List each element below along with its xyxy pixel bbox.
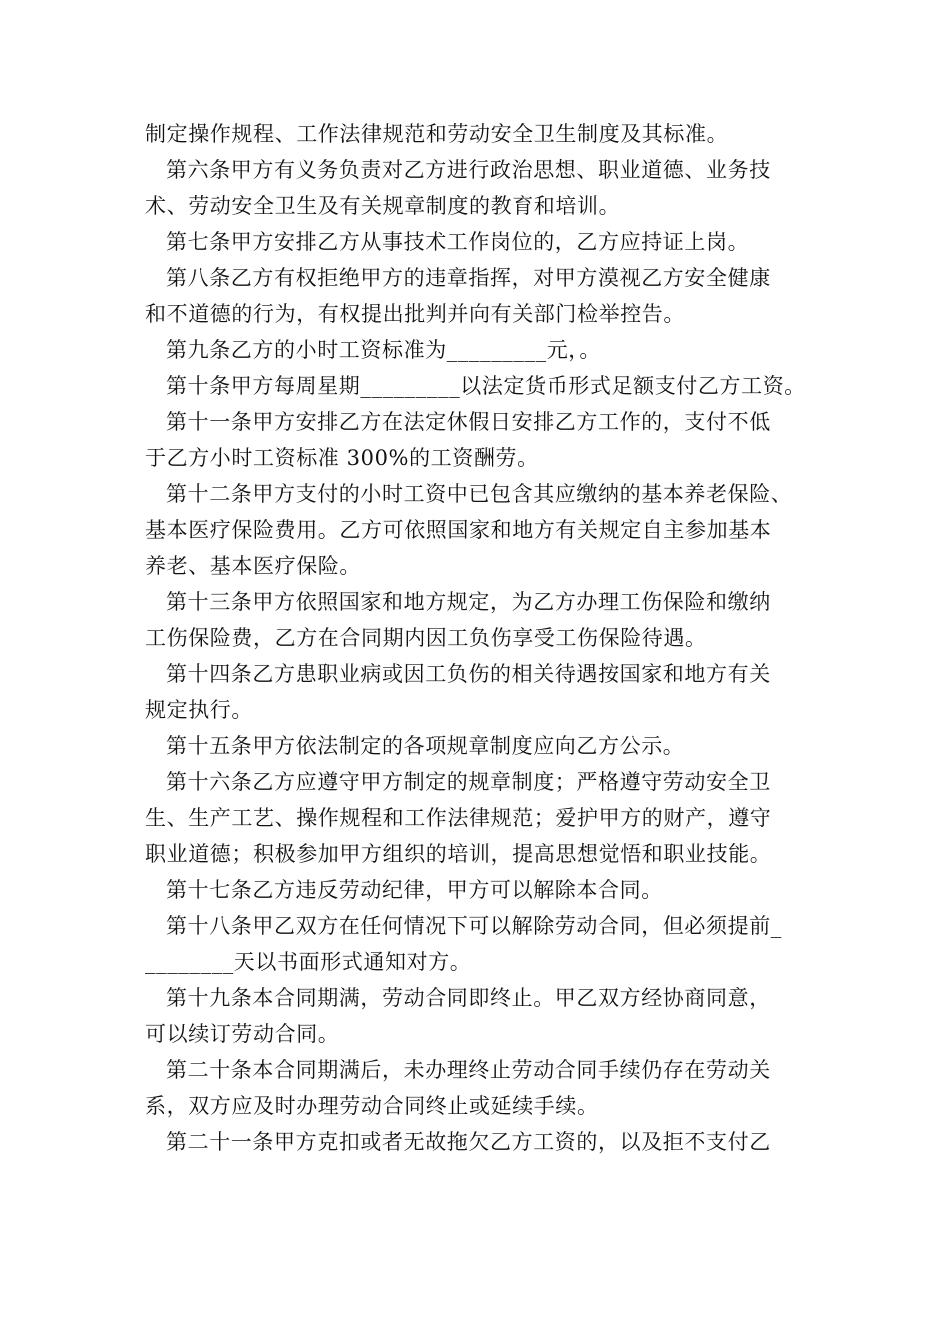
text-line-article-19: 第十九条本合同期满，劳动合同即终止。甲乙双方经协商同意， (166, 986, 771, 1010)
text-line: 术、劳动安全卫生及有关规章制度的教育和培训。 (145, 194, 621, 218)
text-line: ________天以书面形式通知对方。 (145, 950, 472, 974)
text-line: 基本医疗保险费用。乙方可依照国家和地方有关规定自主参加基本 (145, 518, 772, 542)
text-line-article-14: 第十四条乙方患职业病或因工负伤的相关待遇按国家和地方有关 (166, 662, 771, 686)
text-line: 和不道德的行为，有权提出批判并向有关部门检举控告。 (145, 302, 685, 326)
text-line: 可以续订劳动合同。 (145, 1022, 340, 1046)
text-line: 系，双方应及时办理劳动合同终止或延续手续。 (145, 1094, 599, 1118)
text-line-article-17: 第十七条乙方违反劳动纪律，甲方可以解除本合同。 (166, 878, 663, 902)
text-line-article-15: 第十五条甲方依法制定的各项规章制度应向乙方公示。 (166, 734, 685, 758)
text-line-article-18: 第十八条甲乙双方在任何情况下可以解除劳动合同，但必须提前_ (166, 914, 782, 938)
text-line: 生、生产工艺、操作规程和工作法律规范；爱护甲方的财产，遵守 (145, 806, 772, 830)
text-line-article-10: 第十条甲方每周星期_________以法定货币形式足额支付乙方工资。 (166, 374, 806, 398)
text-line-article-6: 第六条甲方有义务负责对乙方进行政治思想、职业道德、业务技 (166, 158, 771, 182)
text-line-article-9: 第九条乙方的小时工资标准为_________元，。 (166, 338, 601, 362)
text-line-article-7: 第七条甲方安排乙方从事技术工作岗位的，乙方应持证上岗。 (166, 230, 750, 254)
text-line-article-20: 第二十条本合同期满后，未办理终止劳动合同手续仍存在劳动关 (166, 1058, 771, 1082)
text-line-article-12: 第十二条甲方支付的小时工资中已包含其应缴纳的基本养老保险、 (166, 482, 793, 506)
text-line: 职业道德；积极参加甲方组织的培训，提高思想觉悟和职业技能。 (145, 842, 772, 866)
text-line: 规定执行。 (145, 698, 253, 722)
text-line-article-21: 第二十一条甲方克扣或者无故拖欠乙方工资的，以及拒不支付乙 (166, 1130, 771, 1154)
contract-text-body (145, 116, 825, 1160)
text-line: 制定操作规程、工作法律规范和劳动安全卫生制度及其标准。 (145, 122, 729, 146)
text-line: 养老、基本医疗保险。 (145, 554, 361, 578)
text-line: 于乙方小时工资标准 300%的工资酬劳。 (145, 446, 539, 470)
text-line-article-8: 第八条乙方有权拒绝甲方的违章指挥，对甲方漠视乙方安全健康 (166, 266, 771, 290)
text-line: 工伤保险费，乙方在合同期内因工负伤享受工伤保险待遇。 (145, 626, 707, 650)
text-line-article-13: 第十三条甲方依照国家和地方规定，为乙方办理工伤保险和缴纳 (166, 590, 771, 614)
text-line-article-16: 第十六条乙方应遵守甲方制定的规章制度；严格遵守劳动安全卫 (166, 770, 771, 794)
text-line-article-11: 第十一条甲方安排乙方在法定休假日安排乙方工作的，支付不低 (166, 410, 771, 434)
